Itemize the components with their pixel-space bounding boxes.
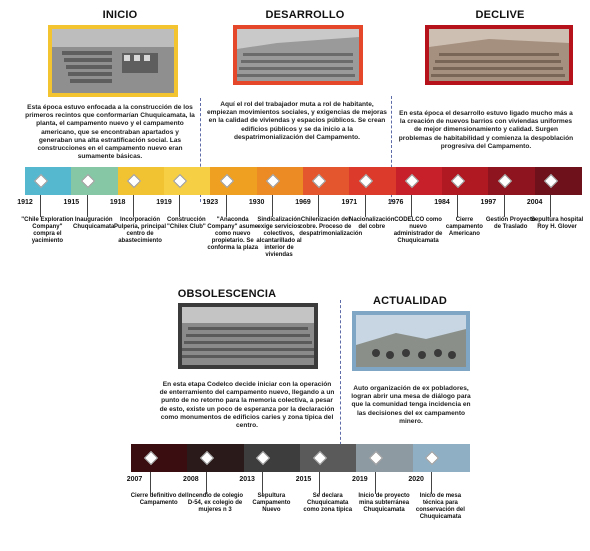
timeline-top-event: "Anaconda Company" asume como nuevo propietario. Se conforma la plaza bbox=[207, 217, 259, 251]
timeline-bottom-year: 2020 bbox=[408, 476, 424, 483]
timeline-bottom-tick bbox=[150, 472, 151, 494]
timeline-top-event: Construcción "Chilex Club" bbox=[167, 217, 206, 230]
timeline-bottom-event: Inicio de proyecto mina subterránea Chuquicamata bbox=[358, 493, 410, 513]
timeline-bottom-tick bbox=[319, 472, 320, 494]
timeline-bottom-tick bbox=[375, 472, 376, 494]
timeline-top-year: 1969 bbox=[295, 199, 311, 206]
obsolescencia-title: OBSOLESCENCIA bbox=[177, 288, 277, 300]
timeline-top-event: CODELCO como nuevo administrador de Chuquicamata bbox=[393, 217, 443, 244]
timeline-top-event: Sindicalización exige servicios colectivos, alcantarillado al interior de viviendas bbox=[256, 217, 302, 258]
timeline-top-event: Nacionalización del cobre bbox=[349, 217, 395, 230]
timeline-bottom-event: Incendio de colegio D-54, ex colegio de mujeres n 3 bbox=[187, 493, 244, 513]
timeline-bottom-tick bbox=[206, 472, 207, 494]
timeline-bottom-year: 2015 bbox=[295, 476, 312, 483]
timeline-bottom-marker bbox=[369, 451, 383, 465]
timeline-bottom-year: 2007 bbox=[126, 476, 143, 483]
timeline-bottom-event: Cierre definitivo del Campamento bbox=[130, 493, 187, 506]
timeline-bottom-event: Inicio de mesa técnica para conservación del Chuquicamata bbox=[415, 493, 465, 520]
timeline-top-event: Cierre campamento Americano bbox=[445, 217, 483, 237]
obsolescencia-text: En esta etapa Codelco decide iniciar con la operación de enterramiento del campamento nuevo, llegando a un punto de no retorno para la memoria colectiva, a pesar de esto, existe un poco de esperanza por la declaración como monumentos de edificios caries y zona típica del centro. bbox=[159, 381, 335, 430]
timeline-top-year: 1984 bbox=[434, 199, 450, 206]
timeline-top-event: Sepultura hospital Roy H. Glover bbox=[530, 217, 584, 230]
timeline-top-year: 1919 bbox=[156, 199, 172, 206]
declive-title: DECLIVE bbox=[475, 9, 525, 21]
timeline-bottom-marker bbox=[256, 451, 270, 465]
timeline-top-event: "Chile Exploration Company" compra el yacimiento bbox=[21, 217, 74, 244]
timeline-top-event: Inauguración Chuquicamata bbox=[73, 217, 115, 230]
timeline-bottom-year: 2019 bbox=[352, 476, 368, 483]
timeline-bottom-marker bbox=[200, 451, 214, 465]
timeline-bottom-marker bbox=[425, 451, 439, 465]
timeline-bottom-year: 2013 bbox=[239, 476, 255, 483]
desarrollo-text: Aquí el rol del trabajador muta a rol de habitante, empiezan movimientos sociales, y exigencias de mejoras en la calidad de viviendas y espacios públicos. Se crean edificios públicos y se da inicio a la despatrimonialización del Campamento. bbox=[207, 101, 387, 141]
timeline-top-event: Chilenización del cobre. Proceso de despatrimonialización bbox=[299, 217, 363, 237]
timeline-top-event: Incorporación Pulpería, principal centro de abastecimiento bbox=[114, 217, 167, 244]
timeline-bottom-tick bbox=[262, 472, 263, 494]
timeline-top-year: 1915 bbox=[63, 199, 80, 206]
inicio-text: Esta época estuvo enfocada a la construcción de los primeros recintos que conformarían Chuquicamata, la planta, el campamento nuevo y el campamento americano, que se encontraban apartados y generaban una alta estratificación social. Las construcciones en el campamento nuevo eran sumamente básicas. bbox=[25, 104, 195, 161]
timeline-bottom-event: Sepultura Campamento Nuevo bbox=[252, 493, 291, 513]
timeline-top-year: 1976 bbox=[387, 199, 404, 206]
desarrollo-title: DESARROLLO bbox=[265, 9, 345, 21]
timeline-bottom-event: Se declara Chuquicamata como zona típica bbox=[303, 493, 353, 513]
timeline-top-event: Gestión Proyecto de Traslado bbox=[485, 217, 536, 230]
timeline-top-year: 1930 bbox=[248, 199, 265, 206]
timeline-bottom-marker bbox=[144, 451, 158, 465]
inicio-title: INICIO bbox=[102, 9, 138, 21]
timeline-top-year: 1912 bbox=[17, 199, 33, 206]
timeline-bottom-year: 2008 bbox=[183, 476, 199, 483]
timeline-top-year: 1923 bbox=[202, 199, 219, 206]
timeline-top-year: 2004 bbox=[526, 199, 543, 206]
timeline-top-year: 1971 bbox=[341, 199, 358, 206]
timeline-bottom-marker bbox=[313, 451, 327, 465]
actualidad-text: Auto organización de ex pobladores, logran abrir una mesa de diálogo para que la comunidad tenga incidencia en las decisiones del ex campamento minero. bbox=[351, 385, 471, 425]
actualidad-title: ACTUALIDAD bbox=[372, 295, 448, 307]
timeline-top-year: 1918 bbox=[109, 199, 126, 206]
timeline-bottom-tick bbox=[431, 472, 432, 494]
declive-text: En esta época el desarrollo estuvo ligado mucho más a la creación de nuevos barrios con viviendas uniformes de mejor dimensionamiento y calidad. Surgen problemas de habitabilidad y comienza la despoblación progresiva del Campamento. bbox=[398, 110, 574, 150]
timeline-top-year: 1997 bbox=[480, 199, 497, 206]
